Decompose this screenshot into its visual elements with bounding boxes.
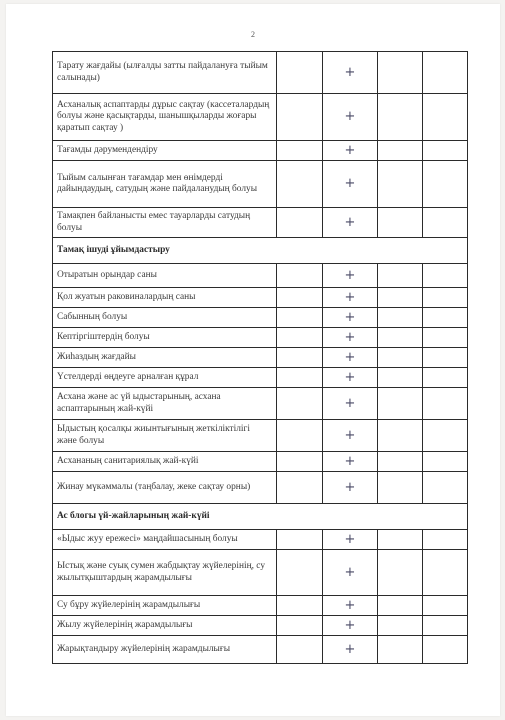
item-text: Сабынның болуы	[53, 308, 277, 328]
empty-cell	[423, 308, 468, 328]
check-mark: +	[323, 472, 378, 504]
section-header-row	[53, 238, 468, 264]
empty-cell	[423, 264, 468, 288]
checklist-row	[53, 161, 468, 208]
item-text: Отыратын орындар саны	[53, 264, 277, 288]
checklist-row	[53, 420, 468, 452]
empty-cell	[277, 616, 323, 636]
item-text: Жарықтандыру жүйелерінің жарамдылығы	[53, 636, 277, 664]
check-mark: +	[323, 264, 378, 288]
empty-cell	[423, 472, 468, 504]
item-text: Жинау мүкәммалы (таңбалау, жеке сақтау орны)	[53, 472, 277, 504]
empty-cell	[423, 420, 468, 452]
item-text: Ыдыстың қосалқы жиынтығының жеткіліктілігі және болуы	[53, 420, 277, 452]
checklist-row	[53, 328, 468, 348]
empty-cell	[378, 94, 423, 141]
empty-cell	[423, 288, 468, 308]
check-mark: +	[323, 368, 378, 388]
empty-cell	[277, 596, 323, 616]
check-mark: +	[323, 52, 378, 94]
empty-cell	[423, 141, 468, 161]
item-text: Кептіргіштердің болуы	[53, 328, 277, 348]
empty-cell	[277, 264, 323, 288]
item-text: «Ыдыс жуу ережесі» маңдайшасының болуы	[53, 530, 277, 550]
empty-cell	[378, 288, 423, 308]
empty-cell	[423, 596, 468, 616]
page-number: 2	[251, 30, 255, 39]
item-text: Асхана және ас үй ыдыстарының, асхана аспаптарының жай-күйі	[53, 388, 277, 420]
checklist-row	[53, 616, 468, 636]
checklist-row	[53, 288, 468, 308]
empty-cell	[277, 530, 323, 550]
empty-cell	[277, 141, 323, 161]
document-page	[6, 4, 500, 716]
item-text: Асхананың санитариялық жай-күйі	[53, 452, 277, 472]
empty-cell	[378, 161, 423, 208]
empty-cell	[423, 550, 468, 596]
empty-cell	[423, 530, 468, 550]
empty-cell	[378, 368, 423, 388]
item-text: Тыйым салынған тағамдар мен өнімдерді дайындаудың, сатудың және пайдаланудың болуы	[53, 161, 277, 208]
check-mark: +	[323, 161, 378, 208]
empty-cell	[378, 264, 423, 288]
check-mark: +	[323, 141, 378, 161]
checklist-row	[53, 94, 468, 141]
empty-cell	[423, 348, 468, 368]
empty-cell	[423, 368, 468, 388]
empty-cell	[277, 420, 323, 452]
check-mark: +	[323, 288, 378, 308]
empty-cell	[277, 368, 323, 388]
checklist-table	[52, 51, 468, 664]
empty-cell	[277, 308, 323, 328]
empty-cell	[423, 616, 468, 636]
checklist-row	[53, 308, 468, 328]
empty-cell	[378, 550, 423, 596]
empty-cell	[378, 530, 423, 550]
check-mark: +	[323, 388, 378, 420]
empty-cell	[423, 388, 468, 420]
check-mark: +	[323, 616, 378, 636]
empty-cell	[378, 636, 423, 664]
checklist-row	[53, 141, 468, 161]
empty-cell	[277, 288, 323, 308]
empty-cell	[378, 472, 423, 504]
checklist-row	[53, 550, 468, 596]
empty-cell	[277, 348, 323, 368]
empty-cell	[277, 452, 323, 472]
check-mark: +	[323, 94, 378, 141]
checklist-row	[53, 530, 468, 550]
check-mark: +	[323, 328, 378, 348]
check-mark: +	[323, 636, 378, 664]
empty-cell	[423, 452, 468, 472]
checklist-row	[53, 52, 468, 94]
empty-cell	[378, 420, 423, 452]
check-mark: +	[323, 308, 378, 328]
empty-cell	[277, 161, 323, 208]
item-text: Жылу жүйелерінің жарамдылығы	[53, 616, 277, 636]
empty-cell	[378, 208, 423, 238]
empty-cell	[378, 141, 423, 161]
empty-cell	[378, 328, 423, 348]
empty-cell	[277, 208, 323, 238]
check-mark: +	[323, 530, 378, 550]
checklist-row	[53, 636, 468, 664]
check-mark: +	[323, 452, 378, 472]
checklist-row	[53, 596, 468, 616]
item-text: Қол жуатын раковиналардың саны	[53, 288, 277, 308]
checklist-row	[53, 368, 468, 388]
empty-cell	[277, 94, 323, 141]
check-mark: +	[323, 208, 378, 238]
item-text: Асханалық аспаптарды дұрыс сақтау (кассеталардың болуы және қасықтарды, шанышқыларды жоғары қаратып сақтау )	[53, 94, 277, 141]
item-text: Ыстық және суық сумен жабдықтау жүйелерінің, су жылытқыштардың жарамдылығы	[53, 550, 277, 596]
checklist-row	[53, 388, 468, 420]
section-title: Ас блогы үй-жайларының жай-күйі	[53, 504, 468, 530]
empty-cell	[277, 472, 323, 504]
empty-cell	[423, 94, 468, 141]
empty-cell	[378, 616, 423, 636]
empty-cell	[277, 388, 323, 420]
empty-cell	[277, 52, 323, 94]
check-mark: +	[323, 348, 378, 368]
item-text: Тарату жағдайы (ылғалды затты пайдалануға тыйым салынады)	[53, 52, 277, 94]
empty-cell	[423, 636, 468, 664]
checklist-row	[53, 264, 468, 288]
item-text: Үстелдерді өңдеуге арналған құрал	[53, 368, 277, 388]
empty-cell	[277, 550, 323, 596]
empty-cell	[378, 308, 423, 328]
empty-cell	[423, 328, 468, 348]
empty-cell	[378, 596, 423, 616]
section-header-row	[53, 504, 468, 530]
checklist-body	[53, 52, 468, 664]
item-text: Тағамды дәрумендендіру	[53, 141, 277, 161]
checklist-row	[53, 472, 468, 504]
item-text: Су бұру жүйелерінің жарамдылығы	[53, 596, 277, 616]
section-title: Тамақ ішуді ұйымдастыру	[53, 238, 468, 264]
empty-cell	[423, 52, 468, 94]
check-mark: +	[323, 420, 378, 452]
item-text: Жиһаздың жағдайы	[53, 348, 277, 368]
empty-cell	[378, 452, 423, 472]
empty-cell	[378, 52, 423, 94]
item-text: Тамақпен байланысты емес тауарларды сатудың болуы	[53, 208, 277, 238]
empty-cell	[378, 388, 423, 420]
checklist-row	[53, 208, 468, 238]
checklist-row	[53, 348, 468, 368]
checklist-row	[53, 452, 468, 472]
check-mark: +	[323, 596, 378, 616]
check-mark: +	[323, 550, 378, 596]
empty-cell	[423, 208, 468, 238]
empty-cell	[378, 348, 423, 368]
empty-cell	[277, 636, 323, 664]
empty-cell	[277, 328, 323, 348]
empty-cell	[423, 161, 468, 208]
